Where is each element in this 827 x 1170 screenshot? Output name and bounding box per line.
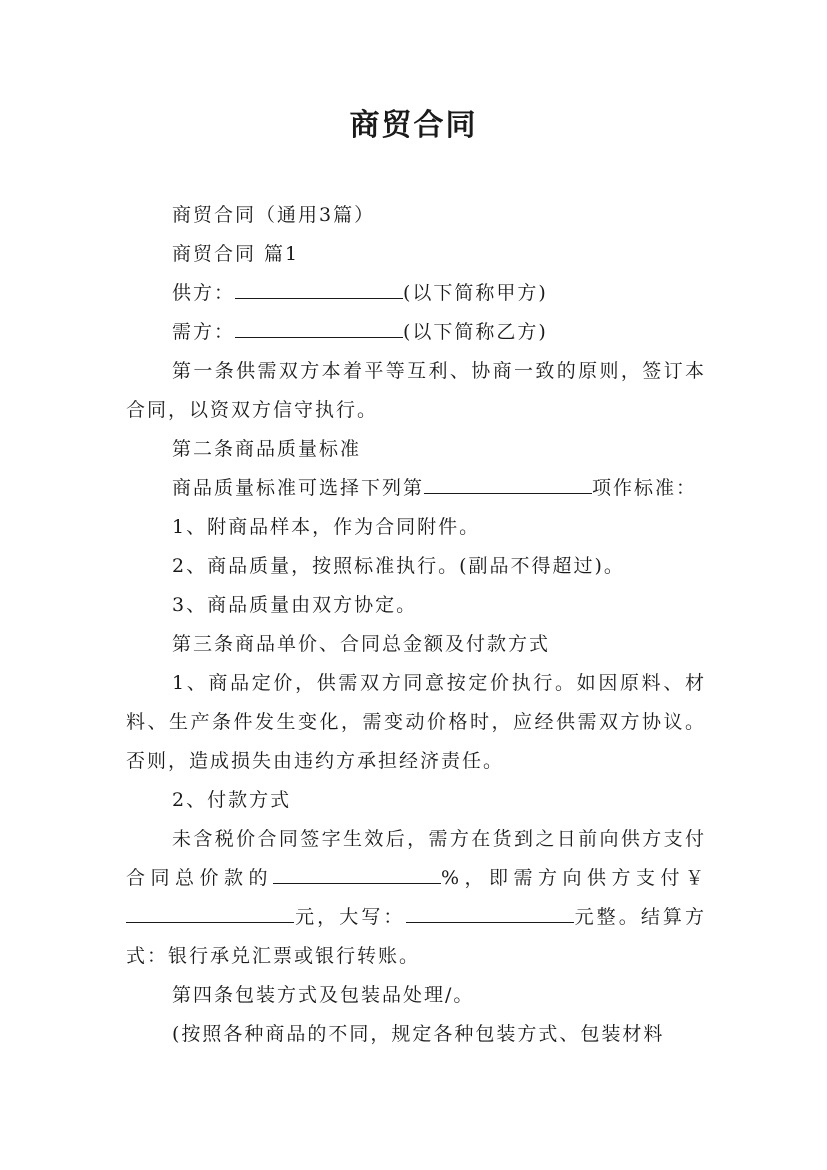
- quality-standard-suffix: 项作标准：: [592, 477, 698, 499]
- supplier-blank: [235, 282, 403, 299]
- buyer-blank: [235, 321, 403, 338]
- payment-text-2: %，即需方向供方支付￥: [440, 867, 706, 889]
- payment-paragraph: [126, 820, 706, 976]
- buyer-line: [126, 313, 706, 352]
- quality-item-2: 2、商品质量，按照标准执行。(副品不得超过)。: [172, 555, 625, 577]
- supplier-note: (以下简称甲方): [403, 282, 548, 304]
- quality-item-3: 3、商品质量由双方协定。: [172, 594, 418, 616]
- amount-words-blank: [406, 906, 574, 923]
- amount-blank: [126, 906, 294, 923]
- document-title: 商贸合同: [349, 108, 478, 143]
- article-2-heading: 第二条商品质量标准: [172, 438, 362, 460]
- payment-heading: 2、付款方式: [172, 789, 292, 811]
- payment-text-3: 元，大写：: [294, 906, 406, 928]
- payment-text-1: 未含税价合同签字生效后，需方在货到之日前向供方支付合同总价款的: [126, 828, 706, 889]
- quality-standard-line: [126, 469, 706, 508]
- supplier-label: 供方：: [172, 282, 236, 304]
- quality-standard-blank: [424, 477, 592, 494]
- section-heading: 商贸合同 篇1: [172, 243, 300, 265]
- quality-standard-text: 商品质量标准可选择下列第: [172, 477, 425, 499]
- article-3-heading: 第三条商品单价、合同总金额及付款方式: [172, 633, 551, 655]
- document-body: [126, 196, 706, 1054]
- packaging-line: (按照各种商品的不同，规定各种包装方式、包装材料: [172, 1023, 665, 1045]
- buyer-label: 需方：: [172, 321, 236, 343]
- article-4-heading: 第四条包装方式及包装品处理/。: [172, 984, 475, 1006]
- quality-item-1: 1、附商品样本，作为合同附件。: [172, 516, 481, 538]
- buyer-note: (以下简称乙方): [403, 321, 548, 343]
- percent-blank: [273, 867, 441, 884]
- payment-text-4: 元整。结算方式：银行承兑汇票或银行转账。: [126, 906, 706, 967]
- article-1: 第一条供需双方本着平等互利、协商一致的原则，签订本合同，以资双方信守执行。: [126, 360, 706, 421]
- supplier-line: [126, 274, 706, 313]
- pricing-paragraph: 1、商品定价，供需双方同意按定价执行。如因原料、材料、生产条件发生变化，需变动价格时，应经供需双方协议。否则，造成损失由违约方承担经济责任。: [126, 672, 706, 772]
- subtitle-line: 商贸合同（通用3篇）: [172, 204, 376, 226]
